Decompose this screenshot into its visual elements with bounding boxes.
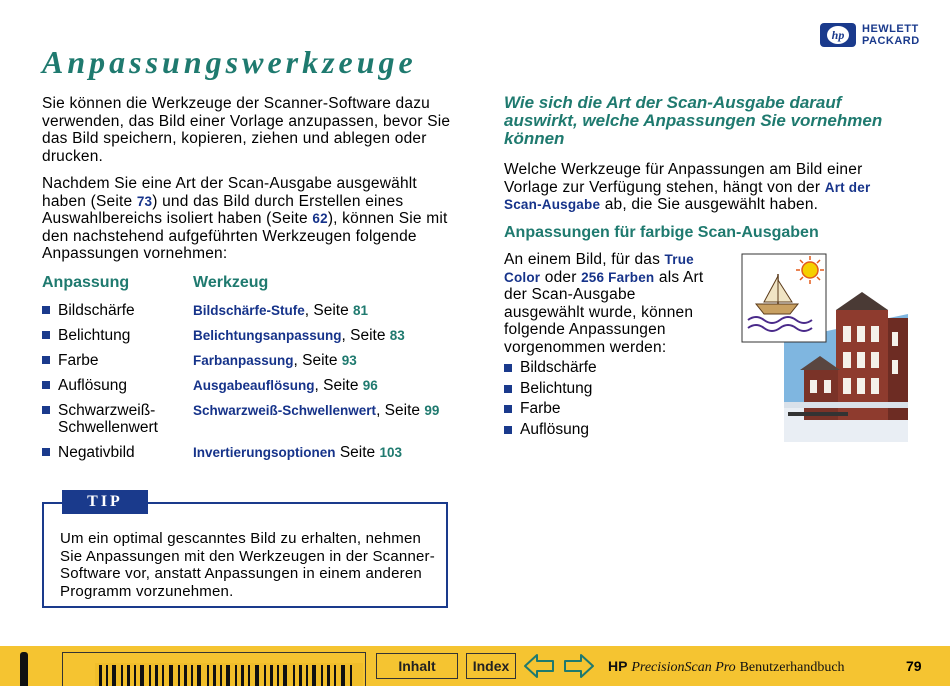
adjustment-name: Negativbild (58, 444, 135, 461)
list-item: Belichtung (504, 380, 704, 401)
tool-cell (193, 302, 443, 319)
scan-sample-illustration (740, 252, 908, 442)
link-page-62[interactable]: 62 (312, 211, 328, 226)
page-separator: , Seite (376, 402, 425, 419)
page-separator: , Seite (304, 302, 354, 319)
page-link[interactable]: 103 (379, 445, 402, 460)
section-heading: Wie sich die Art der Scan-Ausgabe darauf auswirkt, welche Anpassungen Sie vornehmen können (504, 93, 883, 148)
color-adjustments-heading: Anpassungen für farbige Scan-Ausgaben (504, 224, 819, 241)
page-link[interactable]: 81 (353, 303, 369, 318)
adjustment-name: Bildschärfe (58, 302, 135, 319)
adjustment-name: Farbe (58, 352, 99, 369)
adjustment-name: Auflösung (58, 377, 127, 394)
list-item: Farbe (504, 400, 704, 421)
page-link[interactable]: 96 (362, 378, 378, 393)
tip-text: Um ein optimal gescanntes Bild zu erhalten, nehmen Sie Anpassungen mit den Werkzeugen in der Scanner-Software vor, anstatt Anpassungen in einem anderen Programm vorzunehmen. (60, 530, 435, 600)
bullet-icon (504, 426, 512, 434)
tool-cell (193, 377, 443, 394)
barcode-icon (63, 653, 365, 686)
hp-logo-text: HEWLETT PACKARD (862, 23, 920, 47)
page-separator: , Seite (293, 352, 342, 369)
page-separator: , Seite (341, 327, 390, 344)
page-link[interactable]: 93 (341, 353, 357, 368)
manual-title: HP PrecisionScan Pro Benutzerhandbuch (608, 658, 845, 675)
list-item: Auflösung (504, 421, 704, 442)
tool-link[interactable]: Ausgabeauflösung (193, 378, 315, 393)
tool-link[interactable]: Farbanpassung (193, 353, 294, 368)
tool-link[interactable]: Belichtungsanpassung (193, 328, 342, 343)
page-link[interactable]: 99 (424, 403, 440, 418)
hp-logo (820, 23, 920, 47)
table-header-tool: Werkzeug (193, 274, 269, 291)
table-header-adjustment: Anpassung (42, 274, 130, 291)
color-paragraph: An einem Bild, für das True Color oder 256 Farben als Art der Scan-Ausgabe ausgewählt wurde, können folgende Anpassungen vorgenommen werden: (504, 251, 704, 356)
tool-cell (193, 402, 443, 419)
bullet-icon (504, 385, 512, 393)
link-true-color[interactable]: True Color (504, 252, 694, 285)
link-256-colors[interactable]: 256 Farben (581, 269, 655, 285)
tool-link[interactable]: Schwarzweiß-Schwellenwert (193, 403, 377, 418)
page-title: Anpassungswerkzeuge (42, 44, 417, 80)
bullet-icon (42, 306, 50, 314)
adjustment-name: Belichtung (58, 327, 131, 344)
footer-marker (20, 652, 28, 686)
hp-logo-icon: hp (820, 23, 856, 47)
list-item: Bildschärfe (504, 359, 704, 380)
tip-box (42, 493, 448, 608)
bullet-icon (42, 406, 50, 414)
tool-cell (193, 352, 443, 369)
link-page-73[interactable]: 73 (136, 193, 153, 209)
adjustment-name: Schwarzweiß-Schwellenwert (58, 402, 158, 436)
footer-barcode-strip (62, 652, 366, 686)
bullet-icon (42, 448, 50, 456)
bullet-icon (42, 381, 50, 389)
tool-cell (193, 327, 443, 344)
tool-link[interactable]: Bildschärfe-Stufe (193, 303, 305, 318)
bullet-icon (42, 356, 50, 364)
intro-paragraph: Sie können die Werkzeuge der Scanner-Software dazu verwenden, das Bild einer Vorlage anzupassen, bevor Sie das Bild speichern, kopieren, ziehen und ablegen oder drucken. (42, 95, 451, 165)
bullet-icon (504, 364, 512, 372)
page-link[interactable]: 83 (389, 328, 405, 343)
tool-link[interactable]: Invertierungsoptionen (193, 445, 336, 460)
page-separator: Seite (335, 444, 380, 461)
color-adjustments-list (504, 359, 704, 442)
tool-cell (193, 444, 443, 461)
back-arrow-icon[interactable] (522, 652, 556, 680)
index-button[interactable]: Index (466, 653, 516, 679)
contents-button[interactable]: Inhalt (376, 653, 458, 679)
context-paragraph: Nachdem Sie eine Art der Scan-Ausgabe ausgewählt haben (Seite 73) und das Bild durch Erstellen eines Auswahlbereichs isoliert haben (Seite 62), können Sie mit den nachstehend aufgeführten Werkzeugen folgende Anpassungen vornehmen: (42, 175, 448, 262)
bullet-icon (42, 331, 50, 339)
tip-label: TIP (62, 490, 148, 514)
forward-arrow-icon[interactable] (562, 652, 596, 680)
link-scan-output-type[interactable]: Art der Scan-Ausgabe (504, 179, 871, 212)
page-separator: , Seite (314, 377, 363, 394)
bullet-icon (504, 405, 512, 413)
page-number: 79 (906, 658, 922, 674)
sailboat-sketch (742, 254, 826, 342)
tools-paragraph: Welche Werkzeuge für Anpassungen am Bild einer Vorlage zur Verfügung stehen, hängt von der Art der Scan-Ausgabe ab, die Sie ausgewählt haben. (504, 161, 871, 213)
